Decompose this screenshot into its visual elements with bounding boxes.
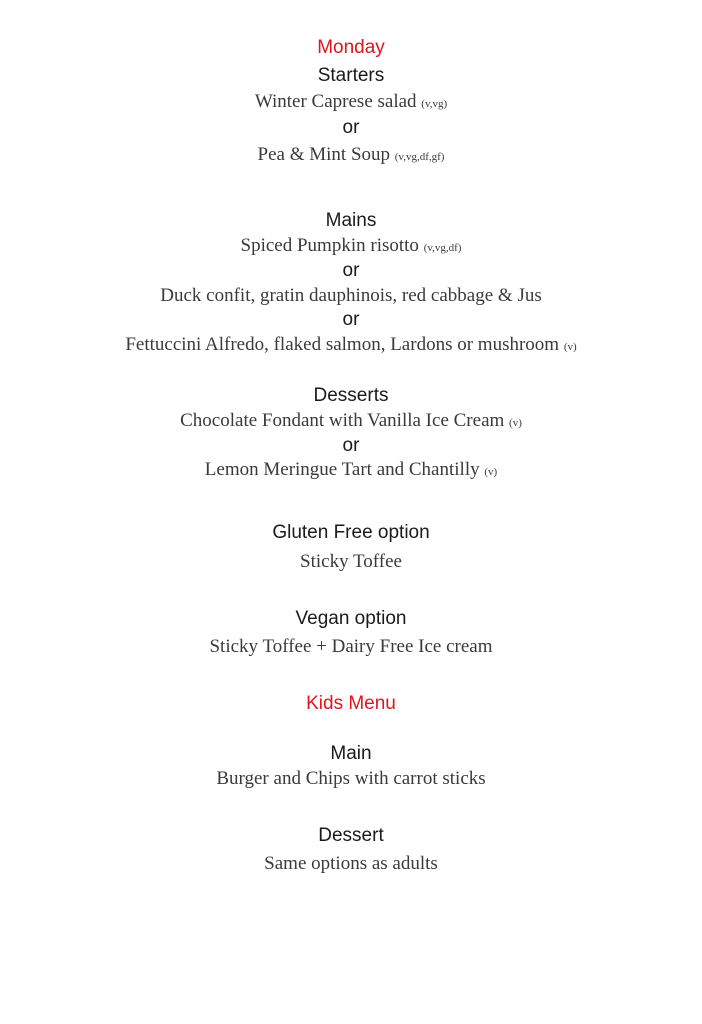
starter-name: Pea & Mint Soup <box>257 144 391 165</box>
or-separator: or <box>342 260 360 281</box>
or-separator: or <box>342 117 360 138</box>
mains-heading: Mains <box>325 210 377 231</box>
kids-main-item: Burger and Chips with carrot sticks <box>216 768 486 789</box>
vegan-item: Sticky Toffee + Dairy Free Ice cream <box>209 636 493 657</box>
main-name: Fettuccini Alfredo, flaked salmon, Lardons or mushroom <box>125 334 560 355</box>
or-separator: or <box>342 309 360 330</box>
main-item <box>0 236 702 255</box>
gluten-free-heading: Gluten Free option <box>272 522 430 543</box>
starter-item <box>0 92 702 111</box>
vegan-heading: Vegan option <box>295 608 407 629</box>
main-item <box>0 335 702 354</box>
kids-menu-title: Kids Menu <box>306 693 396 714</box>
dessert-item <box>0 411 702 430</box>
dessert-name: Lemon Meringue Tart and Chantilly <box>204 459 480 480</box>
starter-item <box>0 145 702 164</box>
diet-tags: (v,vg,df) <box>423 242 462 254</box>
diet-tags: (v,vg,df,gf) <box>394 151 445 163</box>
diet-tags: (v) <box>563 341 577 353</box>
or-separator: or <box>342 435 360 456</box>
diet-tags: (v) <box>509 417 522 429</box>
main-name: Spiced Pumpkin risotto <box>240 235 419 256</box>
main-item <box>0 286 702 305</box>
gluten-free-item: Sticky Toffee <box>300 551 402 572</box>
kids-dessert-item: Same options as adults <box>264 853 438 874</box>
main-name: Duck confit, gratin dauphinois, red cabbage & Jus <box>160 285 542 306</box>
kids-main-heading: Main <box>330 743 372 764</box>
diet-tags: (v) <box>484 466 498 478</box>
kids-dessert-heading: Dessert <box>318 825 384 846</box>
desserts-heading: Desserts <box>313 385 389 406</box>
dessert-name: Chocolate Fondant with Vanilla Ice Cream <box>180 410 505 431</box>
starters-heading: Starters <box>317 65 385 86</box>
dessert-item <box>0 460 702 479</box>
day-title: Monday <box>317 37 385 58</box>
starter-name: Winter Caprese salad <box>254 91 417 112</box>
diet-tags: (v,vg) <box>421 98 448 110</box>
